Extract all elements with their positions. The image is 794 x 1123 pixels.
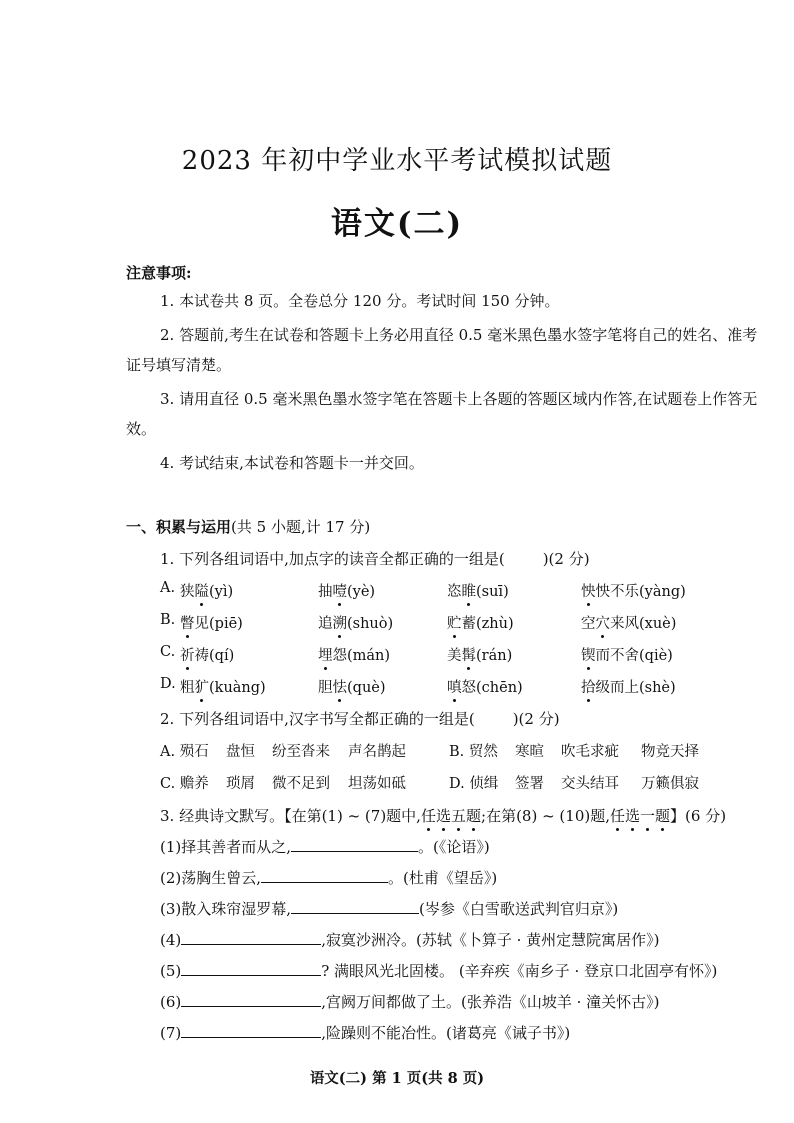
dotted-character: 穴 bbox=[596, 612, 611, 633]
answer-blank[interactable] bbox=[181, 992, 321, 1007]
q3-emphasis-b bbox=[610, 807, 670, 825]
notice-item: 1. 本试卷共 8 页。全卷总分 120 分。考试时间 150 分钟。 bbox=[160, 292, 560, 310]
option-label: C. bbox=[160, 644, 176, 660]
word-option: C. 赡养 bbox=[160, 776, 209, 792]
option-label: D. bbox=[160, 676, 176, 692]
word-prefix: 空 bbox=[581, 616, 596, 632]
emphasis-char: 五 bbox=[450, 807, 466, 825]
line-number: (4) bbox=[160, 931, 182, 949]
line-number: (7) bbox=[160, 1024, 182, 1042]
pinyin-word bbox=[318, 644, 390, 665]
pinyin-word bbox=[318, 612, 393, 633]
pinyin-word bbox=[581, 676, 676, 697]
q3-stem-a: 3. 经典诗文默写。【在第(1) ~ (7)题中, bbox=[160, 807, 421, 825]
q1-stem-text: 1. 下列各组词语中,加点字的读音全都正确的一组是( bbox=[160, 550, 505, 568]
word-suffix: 怨(mán) bbox=[332, 648, 391, 664]
dotted-character: 埋 bbox=[318, 644, 333, 665]
dotted-character: 怏 bbox=[581, 580, 596, 601]
line-number: (2) bbox=[160, 869, 182, 887]
dotted-character: 瞥 bbox=[180, 612, 195, 633]
word-option: 盘恒 bbox=[226, 744, 255, 760]
word-option: 物竞天择 bbox=[641, 744, 699, 760]
recitation-line bbox=[160, 898, 618, 919]
word-suffix: (kuàng) bbox=[209, 680, 266, 696]
section-heading bbox=[126, 516, 370, 537]
answer-blank[interactable] bbox=[291, 837, 418, 852]
section-meta: (共 5 小题,计 17 分) bbox=[231, 518, 371, 536]
line-suffix: 。(杜甫《望岳》) bbox=[388, 869, 498, 887]
word-suffix: 怏不乐(yàng) bbox=[595, 584, 686, 600]
dotted-character: 隘 bbox=[195, 580, 210, 601]
emphasis-char: 题 bbox=[466, 807, 482, 825]
emphasis-char: 题 bbox=[655, 807, 671, 825]
word-option: B. 贸然 bbox=[449, 744, 498, 760]
emphasis-char: 一 bbox=[640, 807, 656, 825]
q2-stem-text: 2. 下列各组词语中,汉字书写全都正确的一组是( bbox=[160, 710, 475, 728]
pinyin-word bbox=[180, 580, 233, 601]
option-label: A. bbox=[160, 580, 176, 596]
pinyin-word bbox=[447, 644, 512, 665]
pinyin-word bbox=[180, 612, 243, 633]
word-suffix: (rán) bbox=[476, 648, 513, 664]
option-label: B. bbox=[160, 612, 176, 628]
answer-blank[interactable] bbox=[181, 1023, 321, 1038]
page-subtitle: 语文(二) bbox=[330, 206, 464, 242]
line-number: (3) bbox=[160, 900, 182, 918]
answer-blank[interactable] bbox=[291, 899, 419, 914]
line-number: (6) bbox=[160, 993, 182, 1011]
dotted-character: 祈 bbox=[180, 644, 195, 665]
dotted-character: 噎 bbox=[333, 580, 348, 601]
emphasis-char: 任 bbox=[420, 807, 436, 825]
word-suffix: (shuò) bbox=[347, 616, 394, 632]
word-option: 坦荡如砥 bbox=[348, 776, 406, 792]
page-title: 2023 年初中学业水平考试模拟试题 bbox=[181, 146, 613, 176]
page-footer: 语文(二) 第 1 页(共 8 页) bbox=[309, 1070, 485, 1087]
q3-stem-b: ;在第(8) ~ (10)题, bbox=[481, 807, 610, 825]
pinyin-word bbox=[447, 676, 523, 697]
pinyin-word bbox=[180, 644, 234, 665]
pinyin-word bbox=[318, 676, 386, 697]
word-prefix: 狭 bbox=[180, 584, 195, 600]
line-suffix: ,宫阙万间都做了土。(张养浩《山坡羊 · 潼关怀古》) bbox=[321, 993, 660, 1011]
question-1-stem bbox=[160, 548, 590, 569]
word-prefix: 美 bbox=[447, 648, 462, 664]
line-suffix: 。(《论语》) bbox=[418, 838, 490, 856]
notice-item: 3. 请用直径 0.5 毫米黑色墨水签字笔在答题卡上各题的答题区域内作答,在试题卷上作答无效。 bbox=[126, 390, 758, 438]
line-suffix: ,险躁则不能冶性。(诸葛亮《诫子书》) bbox=[321, 1024, 571, 1042]
word-option: 微不足到 bbox=[272, 776, 330, 792]
pinyin-word bbox=[581, 580, 686, 601]
word-option: 签署 bbox=[515, 776, 544, 792]
notice-item: 2. 答题前,考生在试卷和答题卡上务必用直径 0.5 毫米黑色墨水签字笔将自己的姓名、准考证号填写清楚。 bbox=[126, 326, 758, 374]
question-3-stem bbox=[160, 805, 726, 826]
word-suffix: 祷(qí) bbox=[194, 648, 235, 664]
q3-emphasis-a bbox=[421, 807, 481, 825]
pinyin-word bbox=[447, 580, 509, 601]
word-suffix: 蓄(zhù) bbox=[461, 616, 514, 632]
pinyin-word bbox=[581, 612, 676, 633]
line-prefix: 荡胸生曾云, bbox=[181, 869, 262, 887]
word-suffix: (yè) bbox=[347, 584, 376, 600]
recitation-line bbox=[160, 1022, 570, 1043]
line-suffix: ? 满眼风光北固楼。 (辛弃疾《南乡子 · 登京口北固亭有怀》) bbox=[321, 962, 718, 980]
word-prefix: 追 bbox=[318, 616, 333, 632]
notice-item: 4. 考试结束,本试卷和答题卡一并交回。 bbox=[160, 454, 424, 472]
dotted-character: 拾 bbox=[581, 676, 596, 697]
dotted-character: 髯 bbox=[462, 644, 477, 665]
emphasis-char: 选 bbox=[435, 807, 451, 825]
dotted-character: 贮 bbox=[447, 612, 462, 633]
recitation-line bbox=[160, 867, 497, 888]
answer-blank[interactable] bbox=[181, 961, 321, 976]
word-prefix: 粗 bbox=[180, 680, 195, 696]
word-option: 万籁俱寂 bbox=[641, 776, 699, 792]
word-option: A. 殒石 bbox=[160, 744, 209, 760]
dotted-character: 嗔 bbox=[447, 676, 462, 697]
word-option: 琐屑 bbox=[226, 776, 255, 792]
word-option: 声名鹊起 bbox=[348, 744, 406, 760]
word-suffix: 来风(xuè) bbox=[610, 616, 677, 632]
q3-stem-c: 】(6 分) bbox=[670, 807, 727, 825]
dotted-character: 锲 bbox=[581, 644, 596, 665]
word-suffix: 见(piē) bbox=[194, 616, 243, 632]
word-prefix: 抽 bbox=[318, 584, 333, 600]
word-prefix: 恣 bbox=[447, 584, 462, 600]
line-number: (1) bbox=[160, 838, 182, 856]
dotted-character: 犷 bbox=[195, 676, 210, 697]
recitation-line bbox=[160, 929, 660, 950]
emphasis-char: 任 bbox=[609, 807, 625, 825]
dotted-character: 怯 bbox=[333, 676, 348, 697]
section-title: 一、积累与运用 bbox=[126, 518, 232, 536]
pinyin-word bbox=[318, 580, 375, 601]
dotted-character: 睢 bbox=[462, 580, 477, 601]
notice-heading: 注意事项: bbox=[126, 264, 192, 282]
pinyin-word bbox=[180, 676, 266, 697]
word-option: 交头结耳 bbox=[561, 776, 619, 792]
word-option: 吹毛求疵 bbox=[561, 744, 619, 760]
recitation-line bbox=[160, 960, 717, 981]
word-suffix: (suī) bbox=[476, 584, 509, 600]
line-number: (5) bbox=[160, 962, 182, 980]
word-suffix: 而不舍(qiè) bbox=[595, 648, 673, 664]
word-suffix: 级而上(shè) bbox=[595, 680, 676, 696]
answer-blank[interactable] bbox=[261, 868, 388, 883]
recitation-line bbox=[160, 836, 490, 857]
word-option: 寒暄 bbox=[515, 744, 544, 760]
recitation-line bbox=[160, 991, 660, 1012]
line-prefix: 择其善者而从之, bbox=[181, 838, 292, 856]
line-suffix: (岑参《白雪歌送武判官归京》) bbox=[419, 900, 619, 918]
answer-blank[interactable] bbox=[181, 930, 321, 945]
dotted-character: 溯 bbox=[333, 612, 348, 633]
word-suffix: (yì) bbox=[209, 584, 234, 600]
emphasis-char: 选 bbox=[625, 807, 641, 825]
word-option: D. 侦缉 bbox=[449, 776, 499, 792]
word-option: 纷至沓来 bbox=[272, 744, 330, 760]
q1-stem-end: )(2 分) bbox=[542, 550, 590, 568]
q2-stem-end: )(2 分) bbox=[512, 710, 560, 728]
word-prefix: 胆 bbox=[318, 680, 333, 696]
pinyin-word bbox=[447, 612, 514, 633]
word-suffix: (què) bbox=[347, 680, 386, 696]
line-prefix: 散入珠帘湿罗幕, bbox=[181, 900, 292, 918]
pinyin-word bbox=[581, 644, 673, 665]
question-2-stem bbox=[160, 708, 560, 729]
word-suffix: 怒(chēn) bbox=[461, 680, 523, 696]
line-suffix: ,寂寞沙洲冷。(苏轼《卜算子 · 黄州定慧院寓居作》) bbox=[321, 931, 660, 949]
